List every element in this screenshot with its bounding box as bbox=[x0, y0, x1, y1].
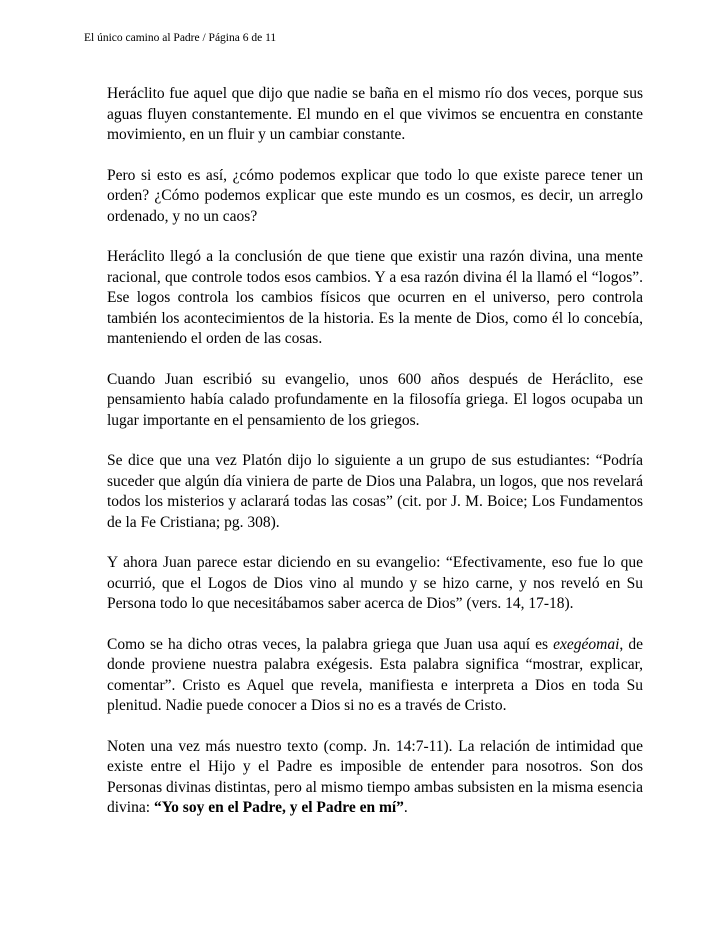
paragraph-exegeomai bbox=[107, 635, 643, 717]
exegeomai-term: exegéomai bbox=[553, 635, 620, 653]
paragraph-platon-quote: Se dice que una vez Platón dijo lo siguiente a un grupo de sus estudiantes: “Podría suceder que algún día viniera de parte de Dios una Palabra, un logos, que nos revelará todos los misterios y aclarará todas las cosas” (cit. por J. M. Boice; Los Fundamentos de la Fe Cristiana; pg. 308). bbox=[107, 452, 643, 531]
intimidad-tail-text: . bbox=[403, 799, 408, 816]
paragraph-intimidad bbox=[107, 737, 643, 819]
body-text bbox=[107, 84, 643, 839]
paragraph-heraclito-river: Heráclito fue aquel que dijo que nadie se baña en el mismo río dos veces, porque sus aguas fluyen constantemente. El mundo en el que vivimos se encuentra en constante movimiento, en un fluir y un cambiar constante. bbox=[107, 85, 643, 143]
paragraph-cosmos-question: Pero si esto es así, ¿cómo podemos explicar que todo lo que existe parece tener un orden? ¿Cómo podemos explicar que este mundo es un cosmos, es decir, un arreglo ordenado, y no un caos? bbox=[107, 166, 643, 225]
intimidad-bold-quote: “Yo soy en el Padre, y el Padre en mí” bbox=[153, 799, 404, 816]
paragraph-juan-logos: Y ahora Juan parece estar diciendo en su evangelio: “Efectivamente, eso fue lo que ocurrió, que el Logos de Dios vino al mundo y se hizo carne, y nos reveló en Su Persona todo lo que necesitábamos saber acerca de Dios” (vers. 14, 17-18). bbox=[107, 554, 643, 612]
paragraph-logos-concept: Heráclito llegó a la conclusión de que tiene que existir una razón divina, una mente racional, que controle todos esos cambios. Y a esa razón divina él la llamó el “logos”. Ese logos controla los cambios físicos que ocurren en el universo, pero controla también los acontecimientos de la historia. Es la mente de Dios, como él lo concebía, manteniendo el orden de las cosas. bbox=[107, 248, 643, 347]
page-header: El único camino al Padre / Página 6 de 11 bbox=[84, 32, 277, 44]
intimidad-lead-text: Noten una vez más nuestro texto (comp. Jn. 14:7-11). La relación de intimidad que existe entre el Hijo y el Padre es imposible de entender para nosotros. Son dos Personas divinas distintas, pero al mismo tiempo ambas subsisten en la misma esencia divina: bbox=[107, 737, 643, 816]
paragraph-juan-gospel: Cuando Juan escribió su evangelio, unos 600 años después de Heráclito, ese pensamiento había calado profundamente en la filosofía griega. El logos ocupaba un lugar importante en el pensamiento de los griegos. bbox=[107, 370, 643, 429]
exegeomai-tail-text: , de donde proviene nuestra palabra exégesis. Esta palabra significa “mostrar, explicar, comentar”. Cristo es Aquel que revela, manifiesta e interpreta a Dios en toda Su plenitud. Nadie puede conocer a Dios si no es a través de Cristo. bbox=[107, 635, 643, 714]
exegeomai-lead-text: Como se ha dicho otras veces, la palabra griega que Juan usa aquí es bbox=[107, 635, 554, 653]
